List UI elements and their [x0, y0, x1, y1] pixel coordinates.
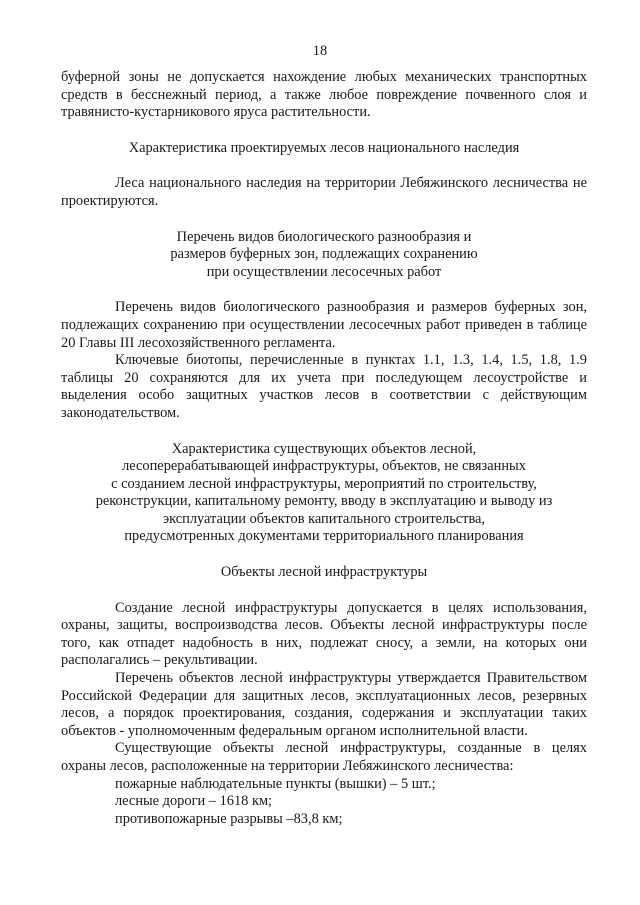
heading-existing-infrastructure — [61, 441, 587, 547]
page-content — [61, 69, 587, 828]
paragraph-biodiversity-list: Перечень видов биологического разнообразия и размеров буферных зон, подлежащих сохранению при осуществлении лесосечных работ приведен в таблице 20 Главы III лесохозяйственного регламента. — [61, 299, 587, 351]
heading-forest-infrastructure-objects: Объекты лесной инфраструктуры — [220, 564, 428, 581]
heading-biodiversity-buffer-zones — [61, 229, 587, 282]
paragraph-key-biotopes: Ключевые биотопы, перечисленные в пунктах 1.1, 1.3, 1.4, 1.5, 1.8, 1.9 таблицы 20 сохраняются для их учета при последующем лесоустройстве и выделения особо защитных участков лесов в соответствии с действующим законодательством. — [61, 352, 587, 421]
heading-line: с созданием лесной инфраструктуры, мероприятий по строительству, — [111, 475, 537, 492]
heading-line: лесоперерабатывающей инфраструктуры, объектов, не связанных — [122, 458, 526, 475]
list-item: пожарные наблюдательные пункты (вышки) – 5 шт.; — [115, 775, 436, 792]
paragraph-infrastructure-list-approval: Перечень объектов лесной инфраструктуры утверждается Правительством Российской Федерации для защитных лесов, эксплуатационных лесов, резервных лесов, а порядок проектирования, создания, содержания и эксплуатации таких объектов - уполномоченным федеральным органом исполнительной власти. — [61, 670, 587, 739]
list-item: лесные дороги – 1618 км; — [115, 793, 273, 810]
paragraph-existing-objects: Существующие объекты лесной инфраструктуры, созданные в целях охраны лесов, расположенные на территории Лебяжинского лесничества: — [61, 740, 587, 774]
page-number: 18 — [312, 43, 328, 59]
heading-national-heritage-forests: Характеристика проектируемых лесов национального наследия — [128, 139, 520, 156]
heading-line: реконструкции, капитальному ремонту, вводу в эксплуатацию и выводу из — [95, 493, 553, 510]
list-item: противопожарные разрывы –83,8 км; — [115, 810, 343, 827]
heading-line: Характеристика существующих объектов лесной, — [171, 440, 477, 457]
paragraph-infrastructure-creation: Создание лесной инфраструктуры допускается в целях использования, охраны, защиты, воспроизводства лесов. Объекты лесной инфраструктуры после того, как отпадет надобность в них, подлежат сносу, а земли, на которых они располагались – рекультивации. — [61, 599, 587, 669]
intro-paragraph: буферной зоны не допускается нахождение любых механических транспортных средств в бесснежный период, а также любое повреждение почвенного слоя и травянисто-кустарникового яруса растительности. — [61, 69, 587, 121]
heading-line: предусмотренных документами территориального планирования — [124, 528, 524, 545]
heading-line: при осуществлении лесосечных работ — [206, 263, 442, 280]
heading-line: эксплуатации объектов капитального строительства, — [162, 510, 486, 527]
heading-line: Перечень видов биологического разнообразия и — [176, 228, 472, 245]
paragraph-national-heritage: Леса национального наследия на территории Лебяжинского лесничества не проектируются. — [61, 175, 587, 209]
heading-line: размеров буферных зон, подлежащих сохранению — [170, 246, 478, 263]
